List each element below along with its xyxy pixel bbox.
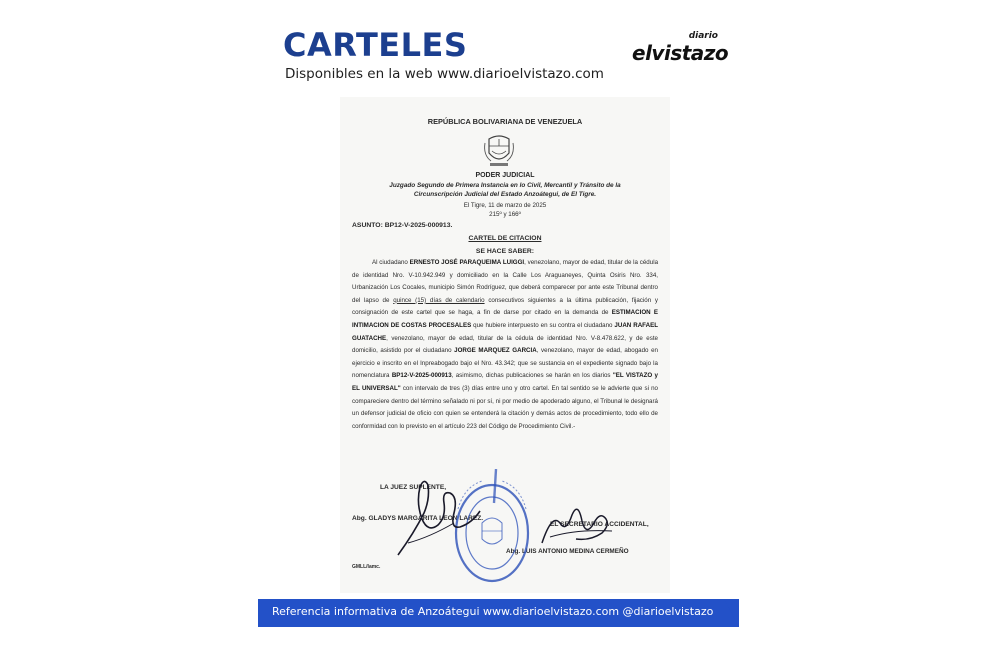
body-text: consecutivos siguientes a la última publicación, fijación y consignación de este cartel que se haga, a fin de darse por citado en la demanda de <box>352 296 658 317</box>
doc-date: El Tigre, 11 de marzo de 2025 <box>463 202 547 209</box>
doc-body <box>352 257 658 433</box>
doc-branch: PODER JUDICIAL <box>475 172 535 179</box>
secretary-name: Abg. LUIS ANTONIO MEDINA CERMEÑO <box>506 548 629 555</box>
judge-name: Abg. GLADYS MARGARITA LEON LAREZ. <box>352 515 484 522</box>
page-subtitle: Disponibles en la web www.diarioelvistazo.com <box>285 66 604 82</box>
doc-court-line1: Juzgado Segundo de Primera Instancia en lo Civil, Mercantil y Tránsito de la <box>389 182 621 189</box>
body-case: BP12-V-2025-000913 <box>391 372 452 380</box>
logo-small-text: diario <box>688 31 718 41</box>
doc-asunto: ASUNTO: BP12-V-2025-000913. <box>352 222 453 229</box>
body-claim: ESTIMACION E INTIMACION DE COSTAS PROCESALES <box>352 309 658 329</box>
body-name: JORGE MARQUEZ GARCIA <box>454 347 537 355</box>
secretary-title: EL SECRETARIO ACCIDENTAL, <box>550 521 649 528</box>
page-title: CARTELES <box>283 26 468 64</box>
body-papers: "EL VISTAZO y EL UNIVERSAL" <box>352 372 658 392</box>
body-term: quince (15) días de calendario <box>393 296 485 304</box>
judge-title: LA JUEZ SUPLENTE, <box>380 484 447 491</box>
footer-banner <box>258 599 739 627</box>
body-text: , asimismo, dichas publicaciones se harán en los diarios <box>451 372 613 380</box>
body-text: , venezolano, mayor de edad, titular de la cédula de identidad Nro. V-8.478.622, y de este domicilio, asistido por el ciudadano <box>352 334 658 355</box>
body-name: ERNESTO JOSÉ PARAQUEIMA LUIGGI <box>409 259 525 266</box>
doc-subheading: SE HACE SABER: <box>475 248 535 255</box>
legal-document <box>340 97 670 593</box>
body-text: con intervalo de tres (3) días entre uno y otro cartel. En tal sentido se le advierte que si no compareciere dentro del término señalado ni por sí, ni por medio de apoderado alguno, el Tribunal le designará un defensor judicial de oficio con quien se entenderá la citación y demás actos de procedimiento, todo ello de conformidad con lo previsto en el artículo 223 del Código de Procedimiento Civil.- <box>352 384 658 430</box>
body-text: Al ciudadano <box>372 259 410 266</box>
doc-court-line2: Circunscripción Judicial del Estado Anzoátegui, de El Tigre. <box>413 191 597 198</box>
doc-heading: CARTEL DE CITACION <box>468 235 542 242</box>
logo-main-text: elvistazo <box>632 41 729 65</box>
doc-country: REPÚBLICA BOLIVARIANA DE VENEZUELA <box>427 117 583 126</box>
doc-years: 215º y 166º <box>489 211 521 218</box>
body-name: JUAN RAFAEL GUATACHE <box>352 321 658 342</box>
doc-initials: GMLL/lamc. <box>352 564 381 570</box>
body-text: , venezolano, mayor de edad, titular de la cédula de identidad Nro. V-10.942.949 y domiciliado en la Calle Los Araguaneyes, Quinta Osiris Nro. 334, Urbanización Los Cocales, municipio Simón Rodríguez, que deberá comparecer por ante este Tribunal dentro del lapso de <box>352 259 659 304</box>
secretary-signature-icon <box>536 493 616 553</box>
judge-signature-icon <box>394 473 486 559</box>
footer-text: Referencia informativa de Anzoátegui www.diarioelvistazo.com @diarioelvistazo <box>272 605 714 618</box>
coat-of-arms-icon <box>482 133 516 169</box>
body-text: , venezolano, mayor de edad, abogado en ejercicio e inscrito en el Inpreabogado bajo el Nro. 43.342; que se sustancia en el expediente signado bajo la nomenclatura <box>352 347 658 380</box>
body-text: que hubiere interpuesto en su contra el ciudadano <box>471 321 615 329</box>
brand-logo <box>632 31 729 71</box>
